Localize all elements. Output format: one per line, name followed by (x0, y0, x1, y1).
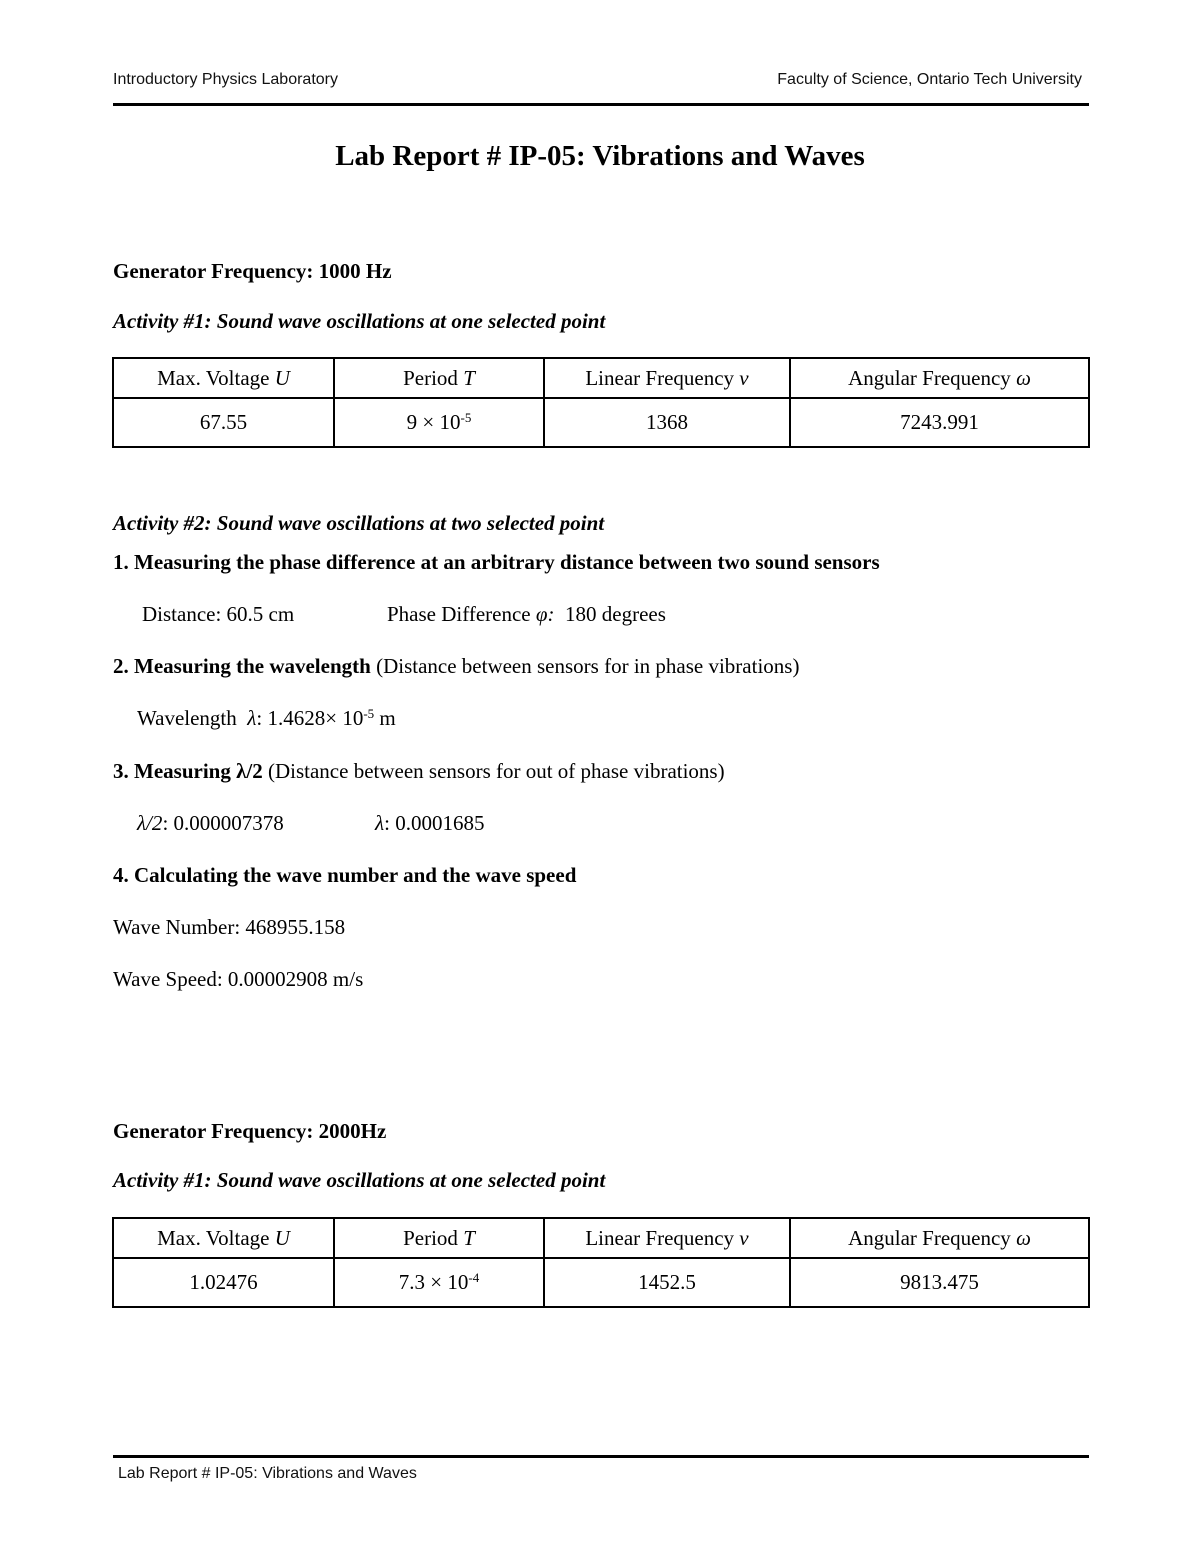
step4-heading: 4. Calculating the wave number and the wave speed (113, 863, 577, 887)
activity1-heading-1: Activity #1: Sound wave oscillations at one selected point (113, 309, 606, 333)
wavelength-value: Wavelength λ: $1.4628\times 10^{-5}$ m (137, 706, 396, 730)
results-table-2 (112, 1217, 1090, 1308)
step3-heading: 3. Measuring λ/2 (Distance between sensors for out of phase vibrations) (113, 759, 725, 783)
generator-frequency-2: Generator Frequency: 2000Hz (113, 1119, 387, 1143)
cell-angular-frequency: 7243.991 (790, 398, 1089, 447)
activity2-heading: Activity #2: Sound wave oscillations at two selected point (113, 511, 605, 535)
header-rule (113, 103, 1089, 106)
step1-heading: 1. Measuring the phase difference at an arbitrary distance between two sound sensors (113, 550, 880, 574)
cell-linear-frequency: 1452.5 (544, 1258, 790, 1307)
header-linear-frequency: Linear Frequency ν (544, 358, 790, 398)
header-max-voltage: Max. Voltage U (113, 358, 334, 398)
header-period: Period T (334, 1218, 544, 1258)
table-header-row (113, 1218, 1089, 1258)
table-header-row (113, 358, 1089, 398)
cell-period: $9 \times 10^{-5}$ (334, 398, 544, 447)
generator-frequency-1: Generator Frequency: 1000 Hz (113, 259, 392, 283)
table-row (113, 398, 1089, 447)
lambda-value: λ: 0.0001685 (375, 811, 485, 835)
header-right: Faculty of Science, Ontario Tech University (777, 71, 1082, 88)
page-title: Lab Report # IP-05: Vibrations and Waves (335, 140, 865, 172)
half-wavelength-value: λ/2: 0.000007378 (137, 811, 284, 835)
footer-rule (113, 1455, 1089, 1458)
cell-linear-frequency: 1368 (544, 398, 790, 447)
header-angular-frequency: Angular Frequency ω (790, 358, 1089, 398)
cell-period: $7.3 \times 10^{-4}$ (334, 1258, 544, 1307)
table-row (113, 1258, 1089, 1307)
header-left: Introductory Physics Laboratory (113, 71, 338, 88)
step2-heading: 2. Measuring the wavelength (Distance between sensors for in phase vibrations) (113, 654, 800, 678)
cell-max-voltage: 1.02476 (113, 1258, 334, 1307)
cell-max-voltage: 67.55 (113, 398, 334, 447)
header-period: Period T (334, 358, 544, 398)
header-linear-frequency: Linear Frequency ν (544, 1218, 790, 1258)
activity1-heading-2: Activity #1: Sound wave oscillations at one selected point (113, 1168, 606, 1192)
header-angular-frequency: Angular Frequency ω (790, 1218, 1089, 1258)
footer-title: Lab Report # IP-05: Vibrations and Waves (118, 1465, 417, 1482)
distance-value: Distance: 60.5 cm (142, 602, 295, 626)
results-table-1 (112, 357, 1090, 448)
header-max-voltage: Max. Voltage U (113, 1218, 334, 1258)
phase-difference: Phase Difference φ: 180 degrees (387, 602, 666, 626)
wave-number: Wave Number: 468955.158 (113, 915, 346, 939)
cell-angular-frequency: 9813.475 (790, 1258, 1089, 1307)
wave-speed: Wave Speed: 0.00002908 m/s (113, 967, 364, 991)
